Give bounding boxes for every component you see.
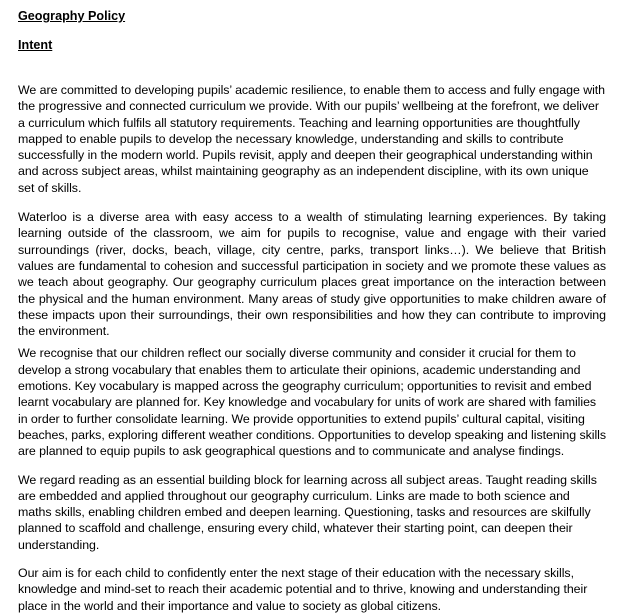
section-heading-intent: Intent — [18, 38, 53, 52]
paragraph-commitment: We are committed to developing pupils’ academic resilience, to enable them to access and fully engage with the progressive and connected curriculum we provide. With our pupils’ wellbeing at the forefront, we deliver a curriculum which fulfils all statutory requirements. Teaching and learning opportunities are thoughtfully mapped to enable pupils to develop the necessary knowledge, understanding and skills to contribute successfully in the modern world. Pupils revisit, apply and deepen their geographical understanding within and across subject areas, whilst maintaining geography as an independent discipline, with its own unique set of skills. — [18, 83, 606, 195]
document-title: Geography Policy — [18, 9, 126, 23]
paragraph-aim: Our aim is for each child to confidently enter the next stage of their education with the necessary skills, knowledge and mind-set to reach their academic potential and to thrive, knowing and understanding their place in the world and their importance and value to society as global citizens. — [18, 566, 588, 613]
paragraph-vocabulary: We recognise that our children reflect our socially diverse community and consider it crucial for them to develop a strong vocabulary that enables them to articulate their opinions, academic understanding and emotions. Key vocabulary is mapped across the geography curriculum; opportunities to revisit and embed learnt vocabulary are planned for. Key knowledge and vocabulary for units of work are shared with families in order to further consolidate learning. We provide opportunities to extend pupils’ cultural capital, visiting beaches, parks, exploring different weather conditions. Opportunities to develop speaking and listening skills are planned to equip pupils to ask geographical questions and to communicate and analyse findings. — [18, 346, 606, 459]
document-page — [18, 8, 606, 614]
paragraph-waterloo: Waterloo is a diverse area with easy access to a wealth of stimulating learning experiences. By taking learning outside of the classroom, we aim for pupils to recognise, value and engage with their varied surroundings (river, docks, beach, village, city centre, parks, transport links…). We believe that British values are fundamental to cohesion and successful participation in society and we promote these values as we teach about geography. Our geography curriculum places great importance on the interaction between the physical and the human environment. Many areas of study give opportunities to make children aware of these impacts upon their surroundings, their own responsibilities and how they can contribute to improving the environment. — [18, 210, 606, 339]
paragraph-reading: We regard reading as an essential building block for learning across all subject areas. Taught reading skills are embedded and applied throughout our geography curriculum. Links are made to both science and maths skills, enabling children embed and deepen learning. Questioning, tasks and resources are skilfully planned to scaffold and challenge, ensuring every child, whatever their starting point, can deepen their understanding. — [18, 472, 597, 552]
